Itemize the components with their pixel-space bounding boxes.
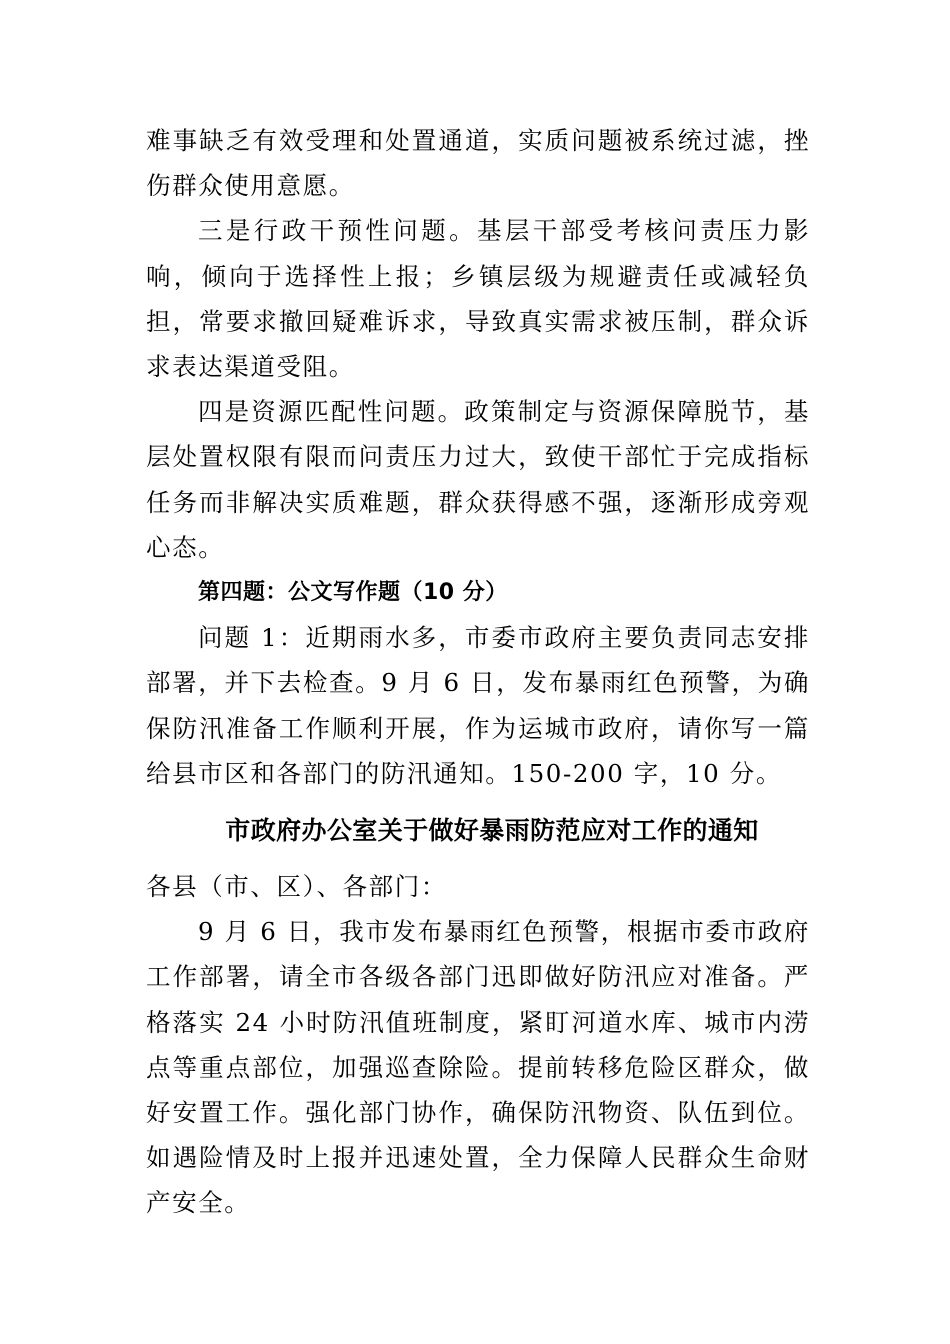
notice-body: 9 月 6 日，我市发布暴雨红色预警，根据市委市政府工作部署，请全市各级各部门迅即做好防汛应对准备。严格落实 24 小时防汛值班制度，紧盯河道水库、城市内涝点等重点部位，加强巡查除险。提前转移危险区群众，做好安置工作。强化部门协作，确保防汛物资、队伍到位。如遇险情及时上报并迅速处置，全力保障人民群众生命财产安全。: [146, 917, 810, 1218]
notice-salutation: 各县（市、区）、各部门：: [146, 872, 447, 902]
paragraph-point-three: 三是行政干预性问题。基层干部受考核问责压力影响，倾向于选择性上报；乡镇层级为规避责任或减轻负担，常要求撤回疑难诉求，导致真实需求被压制，群众诉求表达渠道受阻。: [146, 216, 810, 382]
notice-title: 市政府办公室关于做好暴雨防范应对工作的通知: [225, 816, 759, 846]
question-paragraph: 问题 1：近期雨水多，市委市政府主要负责同志安排部署，并下去检查。9 月 6 日，发布暴雨红色预警，为确保防汛准备工作顺利开展，作为运城市政府，请你写一篇给县市区和各部门的防汛通知。150-200 字，10 分。: [146, 623, 810, 788]
paragraph-point-four: 四是资源匹配性问题。政策制定与资源保障脱节，基层处置权限有限而问责压力过大，致使干部忙于完成指标任务而非解决实质难题，群众获得感不强，逐渐形成旁观心态。: [146, 397, 810, 562]
paragraph-continuation: 难事缺乏有效受理和处置通道，实质问题被系统过滤，挫伤群众使用意愿。: [146, 126, 810, 201]
section-heading: 第四题：公文写作题（10 分）: [198, 580, 508, 606]
document-page: [146, 118, 810, 1226]
